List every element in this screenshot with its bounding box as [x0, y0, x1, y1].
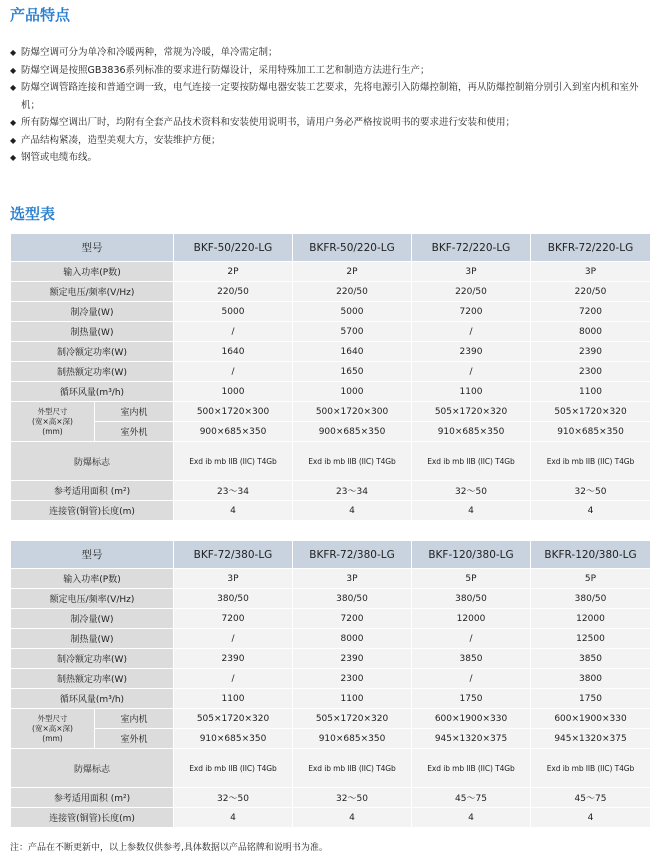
bullet-icon: ◆: [10, 153, 17, 162]
table-row: [11, 362, 651, 382]
airflow-value: 1000: [174, 382, 293, 402]
heating-value: /: [412, 322, 531, 342]
cooling-label: 制冷量(W): [11, 609, 174, 629]
spec-table-380v: [10, 540, 651, 828]
bullet-icon: ◆: [10, 118, 17, 127]
exmark-value: Exd ib mb IIB (IIC) T4Gb: [531, 749, 651, 788]
heat-power-value: 2300: [293, 669, 412, 689]
feature-item: ◆ 防爆空调可分为单冷和冷暖两种，常规为冷暖，单冷需定制；: [10, 44, 650, 62]
heat-power-label: 制热额定功率(W): [11, 362, 174, 382]
heating-value: /: [174, 322, 293, 342]
cool-power-value: 2390: [412, 342, 531, 362]
exmark-value: Exd ib mb IIB (IIC) T4Gb: [293, 749, 412, 788]
area-label: 参考适用面积 (m²): [11, 481, 174, 501]
table-row: [11, 649, 651, 669]
model-name: BKFR-72/380-LG: [293, 541, 412, 569]
heating-value: 12500: [531, 629, 651, 649]
section-title-features: 产品特点: [10, 6, 71, 24]
cool-power-value: 2390: [174, 649, 293, 669]
cool-power-label: 制冷额定功率(W): [11, 342, 174, 362]
table-row: [11, 569, 651, 589]
area-label: 参考适用面积 (m²): [11, 788, 174, 808]
table-row: [11, 689, 651, 709]
outdoor-label: 室外机: [95, 729, 174, 749]
cool-power-value: 3850: [412, 649, 531, 669]
table-row: [11, 402, 651, 422]
table-row: [11, 442, 651, 481]
indoor-dims: 500×1720×300: [174, 402, 293, 422]
power-value: 2P: [174, 262, 293, 282]
airflow-value: 1100: [174, 689, 293, 709]
voltage-value: 380/50: [293, 589, 412, 609]
indoor-dims: 600×1900×330: [412, 709, 531, 729]
outdoor-dims: 910×685×350: [293, 729, 412, 749]
heat-power-value: /: [174, 669, 293, 689]
table-row: [11, 481, 651, 501]
power-value: 5P: [412, 569, 531, 589]
pipe-value: 4: [174, 808, 293, 828]
pipe-value: 4: [293, 501, 412, 521]
model-name: BKFR-72/220-LG: [531, 234, 651, 262]
feature-item: ◆ 防爆空调管路连接和普通空调一致，电气连接一定要按防爆电器安装工艺要求，先将电源引入防爆控制箱，再从防爆控制箱分别引入到室内机和室外机；: [10, 79, 650, 114]
outdoor-dims: 945×1320×375: [531, 729, 651, 749]
bullet-icon: ◆: [10, 65, 17, 75]
cooling-value: 12000: [531, 609, 651, 629]
cooling-value: 7200: [412, 302, 531, 322]
power-value: 3P: [174, 569, 293, 589]
model-name: BKFR-50/220-LG: [293, 234, 412, 262]
footnote: 注：产品在不断更新中，以上参数仅供参考,具体数据以产品铭牌和说明书为准。: [10, 843, 328, 853]
outdoor-dims: 910×685×350: [531, 422, 651, 442]
heating-label: 制热量(W): [11, 629, 174, 649]
power-value: 3P: [531, 262, 651, 282]
power-label: 输入功率(P数): [11, 569, 174, 589]
dims-label: 外型尺寸 (宽×高×深) (mm): [11, 402, 95, 442]
indoor-label: 室内机: [95, 402, 174, 422]
heating-value: 5700: [293, 322, 412, 342]
table-row: [11, 788, 651, 808]
airflow-value: 1100: [412, 382, 531, 402]
feature-item: ◆ 所有防爆空调出厂时，均附有全套产品技术资料和安装使用说明书，请用户务必严格按说明书的要求进行安装和使用；: [10, 114, 650, 132]
airflow-value: 1750: [531, 689, 651, 709]
bullet-icon: ◆: [10, 48, 17, 57]
cool-power-value: 2390: [293, 649, 412, 669]
voltage-value: 220/50: [531, 282, 651, 302]
power-value: 2P: [293, 262, 412, 282]
airflow-value: 1000: [293, 382, 412, 402]
cool-power-value: 2390: [531, 342, 651, 362]
outdoor-dims: 900×685×350: [293, 422, 412, 442]
heating-value: 8000: [531, 322, 651, 342]
table-row: [11, 382, 651, 402]
model-name: BKF-72/380-LG: [174, 541, 293, 569]
cooling-value: 7200: [293, 609, 412, 629]
table-header-row: [11, 541, 651, 569]
cooling-value: 5000: [174, 302, 293, 322]
table-row: [11, 422, 651, 442]
feature-item: ◆ 防爆空调是按照GB3836系列标准的要求进行防爆设计，采用特殊加工工艺和制造方法进行生产；: [10, 62, 650, 80]
table-row: [11, 808, 651, 828]
bullet-icon: ◆: [10, 135, 17, 145]
voltage-value: 380/50: [174, 589, 293, 609]
voltage-value: 220/50: [412, 282, 531, 302]
area-value: 23～34: [293, 481, 412, 501]
outdoor-dims: 945×1320×375: [412, 729, 531, 749]
model-name: BKF-120/380-LG: [412, 541, 531, 569]
model-label: 型号: [11, 541, 174, 569]
exmark-label: 防爆标志: [11, 749, 174, 788]
voltage-value: 380/50: [531, 589, 651, 609]
outdoor-dims: 910×685×350: [412, 422, 531, 442]
pipe-value: 4: [174, 501, 293, 521]
model-name: BKFR-120/380-LG: [531, 541, 651, 569]
exmark-value: Exd ib mb IIB (IIC) T4Gb: [531, 442, 651, 481]
table-row: [11, 262, 651, 282]
pipe-value: 4: [293, 808, 412, 828]
heat-power-value: /: [174, 362, 293, 382]
cool-power-value: 1640: [293, 342, 412, 362]
area-value: 32～50: [531, 481, 651, 501]
heat-power-value: /: [412, 362, 531, 382]
exmark-value: Exd ib mb IIB (IIC) T4Gb: [174, 442, 293, 481]
cooling-value: 7200: [174, 609, 293, 629]
area-value: 32～50: [174, 788, 293, 808]
table-row: [11, 302, 651, 322]
indoor-dims: 500×1720×300: [293, 402, 412, 422]
airflow-value: 1750: [412, 689, 531, 709]
voltage-value: 220/50: [174, 282, 293, 302]
pipe-value: 4: [412, 808, 531, 828]
table-row: [11, 342, 651, 362]
spec-table-220v: [10, 233, 651, 521]
feature-item: ◆ 产品结构紧凑，造型美观大方，安装维护方便；: [10, 132, 650, 150]
voltage-label: 额定电压/频率(V/Hz): [11, 589, 174, 609]
airflow-value: 1100: [293, 689, 412, 709]
heat-power-value: 3800: [531, 669, 651, 689]
outdoor-dims: 900×685×350: [174, 422, 293, 442]
indoor-label: 室内机: [95, 709, 174, 729]
cool-power-value: 3850: [531, 649, 651, 669]
area-value: 45～75: [531, 788, 651, 808]
table-row: [11, 749, 651, 788]
pipe-label: 连接管(铜管)长度(m): [11, 808, 174, 828]
model-label: 型号: [11, 234, 174, 262]
exmark-value: Exd ib mb IIB (IIC) T4Gb: [412, 442, 531, 481]
airflow-value: 1100: [531, 382, 651, 402]
exmark-value: Exd ib mb IIB (IIC) T4Gb: [293, 442, 412, 481]
table-row: [11, 282, 651, 302]
heating-value: /: [412, 629, 531, 649]
model-name: BKF-50/220-LG: [174, 234, 293, 262]
area-value: 32～50: [293, 788, 412, 808]
voltage-label: 额定电压/频率(V/Hz): [11, 282, 174, 302]
cool-power-value: 1640: [174, 342, 293, 362]
outdoor-dims: 910×685×350: [174, 729, 293, 749]
voltage-value: 220/50: [293, 282, 412, 302]
heating-value: 8000: [293, 629, 412, 649]
table-row: [11, 609, 651, 629]
power-label: 输入功率(P数): [11, 262, 174, 282]
table-row: [11, 322, 651, 342]
indoor-dims: 505×1720×320: [174, 709, 293, 729]
table-row: [11, 589, 651, 609]
table-row: [11, 501, 651, 521]
outdoor-label: 室外机: [95, 422, 174, 442]
cooling-label: 制冷量(W): [11, 302, 174, 322]
pipe-label: 连接管(铜管)长度(m): [11, 501, 174, 521]
heating-value: /: [174, 629, 293, 649]
feature-item: ◆ 钢管或电缆布线。: [10, 149, 650, 167]
table-row: [11, 729, 651, 749]
voltage-value: 380/50: [412, 589, 531, 609]
table-row: [11, 669, 651, 689]
heat-power-label: 制热额定功率(W): [11, 669, 174, 689]
cooling-value: 7200: [531, 302, 651, 322]
table-header-row: [11, 234, 651, 262]
power-value: 3P: [412, 262, 531, 282]
table-row: [11, 629, 651, 649]
pipe-value: 4: [412, 501, 531, 521]
table-row: [11, 709, 651, 729]
area-value: 32～50: [412, 481, 531, 501]
power-value: 3P: [293, 569, 412, 589]
area-value: 23～34: [174, 481, 293, 501]
feature-list: [10, 44, 650, 167]
exmark-label: 防爆标志: [11, 442, 174, 481]
indoor-dims: 505×1720×320: [293, 709, 412, 729]
indoor-dims: 600×1900×330: [531, 709, 651, 729]
cooling-value: 12000: [412, 609, 531, 629]
heat-power-value: /: [412, 669, 531, 689]
section-title-selection: 选型表: [10, 205, 56, 223]
exmark-value: Exd ib mb IIB (IIC) T4Gb: [412, 749, 531, 788]
pipe-value: 4: [531, 808, 651, 828]
heat-power-value: 2300: [531, 362, 651, 382]
bullet-icon: ◆: [10, 83, 17, 92]
cool-power-label: 制冷额定功率(W): [11, 649, 174, 669]
indoor-dims: 505×1720×320: [531, 402, 651, 422]
pipe-value: 4: [531, 501, 651, 521]
power-value: 5P: [531, 569, 651, 589]
indoor-dims: 505×1720×320: [412, 402, 531, 422]
cooling-value: 5000: [293, 302, 412, 322]
area-value: 45～75: [412, 788, 531, 808]
airflow-label: 循环风量(m³/h): [11, 689, 174, 709]
model-name: BKF-72/220-LG: [412, 234, 531, 262]
heat-power-value: 1650: [293, 362, 412, 382]
airflow-label: 循环风量(m³/h): [11, 382, 174, 402]
exmark-value: Exd ib mb IIB (IIC) T4Gb: [174, 749, 293, 788]
heating-label: 制热量(W): [11, 322, 174, 342]
dims-label: 外型尺寸 (宽×高×深) (mm): [11, 709, 95, 749]
